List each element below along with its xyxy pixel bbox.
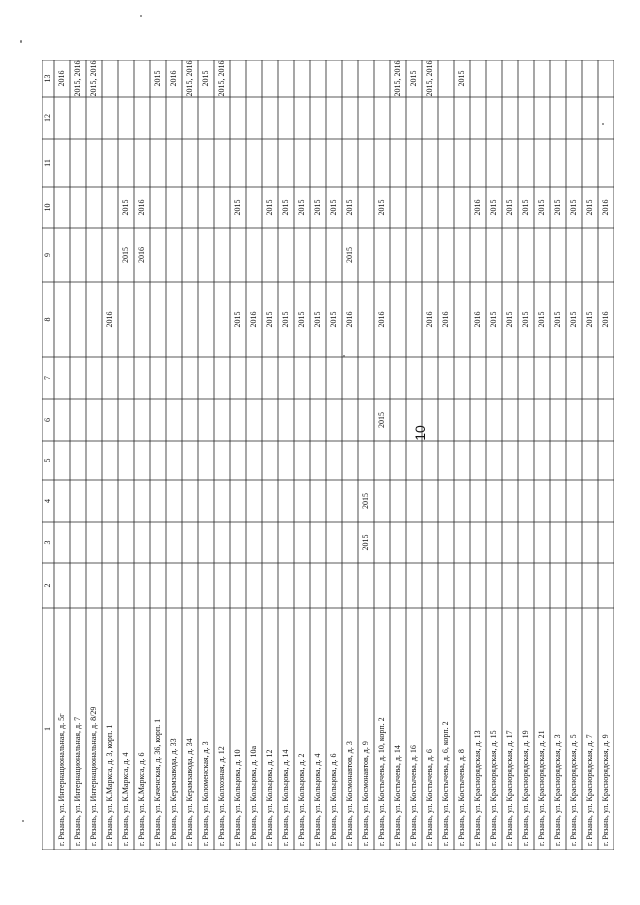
year-cell: 2015 [264,199,274,216]
address-cell: г. Рязань, ул. Колхозная, д. 12 [216,746,226,846]
year-cell: 2016 [472,311,482,328]
year-cell: 2016 [344,311,354,328]
year-cell: 2015 [376,199,386,216]
column-header: 1 [42,727,52,731]
year-cell: 2015 [408,70,418,87]
year-cell: 2015 [296,311,306,328]
year-cell: 2015, 2016 [216,60,226,97]
year-cell: 2015 [552,311,562,328]
page-number: 10 [411,425,428,441]
address-cell: г. Рязань, ул. Краснорядская, д. 17 [504,730,514,846]
address-cell: г. Рязань, ул. Краснорядская, д. 9 [600,734,610,846]
year-cell: 2015 [328,311,338,328]
year-cell: 2015 [120,199,130,216]
address-cell: г. Рязань, ул. Керамзавода, д. 34 [184,738,194,846]
data-table [42,60,614,850]
address-cell: г. Рязань, ул. Коломенская, д. 3 [200,741,210,846]
year-cell: 2015 [520,311,530,328]
column-header: 10 [42,203,52,212]
column-header: 4 [42,499,52,503]
address-cell: г. Рязань, ул. Кольцова, д. 2 [296,753,306,846]
year-cell: 2016 [472,199,482,216]
year-cell: 2016 [136,199,146,216]
year-cell: 2016 [56,70,66,87]
year-cell: 2015 [264,311,274,328]
scan-speck [22,820,24,822]
address-cell: г. Рязань, ул. Керамзавода, д. 33 [168,738,178,846]
scan-speck [602,123,604,125]
year-cell: 2015 [456,70,466,87]
year-cell: 2015 [328,199,338,216]
year-cell: 2016 [376,311,386,328]
year-cell: 2016 [424,311,434,328]
year-cell: 2015 [344,199,354,216]
address-cell: г. Рязань, ул. Краснорядская, д. 13 [472,730,482,846]
year-cell: 2015 [232,311,242,328]
address-cell: г. Рязань, ул. Краснорядская, д. 21 [536,730,546,846]
column-header: 13 [42,74,52,83]
year-cell: 2015 [360,493,370,509]
address-cell: г. Рязань, ул. К.Маркса, д. 6 [136,752,146,846]
address-cell: г. Рязань, ул. Краснорядская, д. 5 [568,734,578,846]
address-cell: г. Рязань, ул. Костычева, д. 14 [392,745,402,846]
address-cell: г. Рязань, ул. Костычева, д. 6 [424,749,434,846]
year-cell: 2015 [584,199,594,216]
year-cell: 2015 [344,247,354,263]
year-cell: 2015 [296,199,306,216]
year-cell: 2015, 2016 [88,60,98,97]
address-cell: г. Рязань, ул. Интернациональная, д. 7 [72,716,82,846]
column-header: 5 [42,458,52,463]
year-cell: 2015 [232,199,242,216]
address-cell: г. Рязань, ул. Костычева, д. 6, корп. 2 [440,721,450,846]
address-cell: г. Рязань, ул. Краснорядская, д. 19 [520,730,530,846]
year-cell: 2015 [152,70,162,87]
address-cell: г. Рязань, ул. К.Маркса, д. 3, корп. 1 [104,724,114,846]
year-cell: 2016 [168,70,178,87]
address-cell: г. Рязань, ул. Космонавтов, д. 9 [360,741,370,846]
year-cell: 2015, 2016 [72,60,82,97]
year-cell: 2016 [136,247,146,263]
column-header: 2 [42,583,52,588]
year-cell: 2015 [120,247,130,263]
year-cell: 2015 [376,412,386,428]
year-cell: 2015 [520,199,530,216]
address-cell: г. Рязань, ул. Костычева, д. 8 [456,749,466,846]
address-cell: г. Рязань, ул. Костычева, д. 16 [408,745,418,846]
year-cell: 2015, 2016 [424,60,434,97]
year-cell: 2015 [280,199,290,216]
column-header: 7 [42,376,52,380]
scan-speck [20,40,22,43]
year-cell: 2015 [568,311,578,328]
year-cell: 2015 [488,199,498,216]
column-header: 9 [42,253,52,257]
year-cell: 2015 [280,311,290,328]
address-cell: г. Рязань, ул. Космонавтов, д. 3 [344,741,354,846]
year-cell: 2015 [536,199,546,216]
year-cell: 2015 [312,199,322,216]
column-header: 12 [42,114,52,122]
address-cell: г. Рязань, ул. Краснорядская, д. 7 [584,734,594,846]
year-cell: 2016 [248,311,258,328]
year-cell: 2016 [104,311,114,328]
year-cell: 2016 [600,199,610,216]
column-header: 8 [42,317,52,322]
address-cell: г. Рязань, ул. Интернациональная, д. 8/29 [88,706,98,846]
column-header: 11 [42,159,52,167]
address-cell: г. Рязань, ул. Кольцова, д. 6 [328,753,338,846]
address-cell: г. Рязань, ул. Кольцова, д. 14 [280,749,290,846]
year-cell: 2015 [552,199,562,216]
address-cell: г. Рязань, ул. Кольцова, д. 12 [264,749,274,846]
year-cell: 2015, 2016 [392,60,402,97]
year-cell: 2016 [440,311,450,328]
address-cell: г. Рязань, ул. Кольцова, д. 10а [248,745,258,846]
address-cell: г. Рязань, ул. Краснорядская, д. 3 [552,734,562,846]
scan-speck [140,15,142,17]
address-cell: г. Рязань, ул. Краснорядская, д. 15 [488,730,498,846]
address-cell: г. Рязань, ул. Каченская, д. 36, корп. 1 [152,718,162,846]
year-cell: 2015 [504,311,514,328]
address-cell: г. Рязань, ул. Кольцова, д. 10 [232,749,242,846]
year-cell: 2015 [488,311,498,328]
year-cell: 2015 [312,311,322,328]
year-cell: 2015 [504,199,514,216]
address-cell: г. Рязань, ул. Кольцова, д. 4 [312,753,322,846]
year-cell: 2015, 2016 [184,60,194,97]
year-cell: 2015 [360,534,370,551]
address-cell: г. Рязань, ул. Костычева, д. 10, корп. 2 [376,717,386,846]
address-cell: г. Рязань, ул. К.Маркса, д. 4 [120,752,130,846]
year-cell: 2016 [600,311,610,328]
year-cell: 2015 [536,311,546,328]
column-header: 6 [42,418,52,422]
year-cell: 2015 [568,199,578,216]
year-cell: 2015 [584,311,594,328]
column-header: 3 [42,540,52,545]
year-cell: 2015 [200,70,210,87]
address-cell: г. Рязань, ул. Интернациональная, д. 5г [56,713,66,846]
scan-speck [343,355,345,357]
